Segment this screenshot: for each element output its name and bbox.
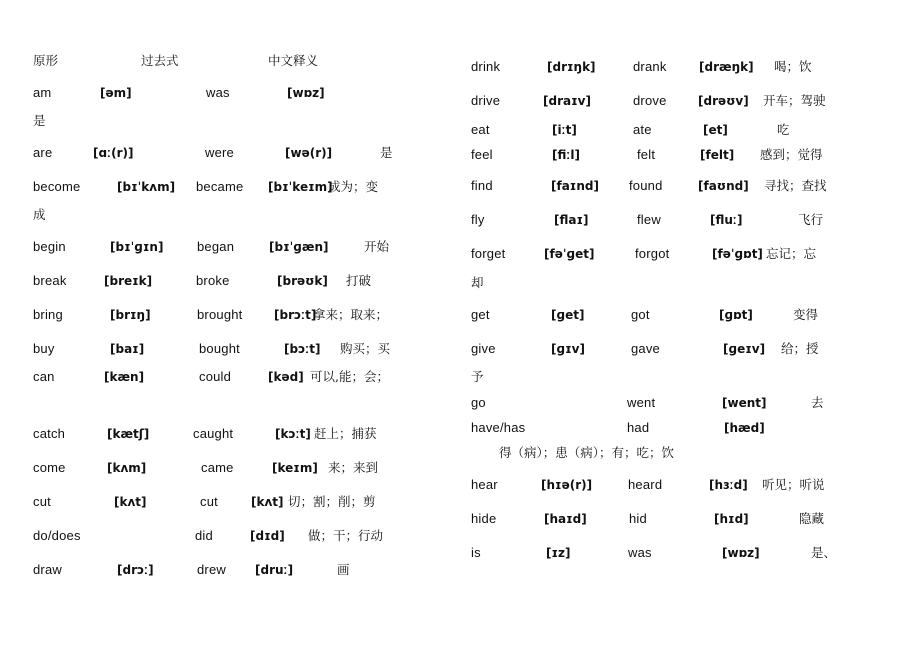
verb-past: bought [199,341,240,356]
verb-base: come [33,460,66,475]
verb-ipa-base: [bɪˈkʌm] [117,180,176,194]
verb-base: eat [471,122,490,137]
verb-meaning: 是、 [811,545,837,560]
verb-past: forgot [635,246,670,261]
verb-ipa-past: [wɒz] [722,546,760,560]
verb-meaning: 来；来到 [328,460,379,475]
verb-base: hide [471,511,497,526]
verb-ipa-past: [brəʊk] [277,274,328,288]
verb-past: could [199,369,232,384]
verb-ipa-past: [kɔːt] [275,427,311,441]
verb-past: ate [633,122,652,137]
verb-ipa-base: [brɪŋ] [110,308,151,322]
verb-past: went [627,395,656,410]
header-past: 过去式 [141,53,179,68]
verb-ipa-past: [drəʊv] [698,94,749,108]
verb-base: cut [33,494,51,509]
verb-base: catch [33,426,66,441]
verb-past: was [628,545,652,560]
verb-base: go [471,395,486,410]
verb-ipa-base: [kætʃ] [107,427,150,441]
verb-base: have/has [471,420,526,435]
verb-ipa-past: [fluː] [710,213,743,227]
verb-base: forget [471,246,506,261]
verb-ipa-past: [hɜːd] [709,478,748,492]
verb-meaning: 成为；变 [328,179,379,194]
verb-ipa-past: [hæd] [724,421,765,435]
verb-ipa-past: [wɒz] [287,86,325,100]
verb-meaning: 忘记；忘 [766,246,817,261]
verb-meaning: 购买；买 [340,341,391,356]
verb-ipa-base: [breɪk] [104,274,153,288]
verb-ipa-past: [et] [703,123,728,137]
verb-ipa-past: [bɔːt] [284,342,321,356]
verb-past: gave [631,341,660,356]
verb-base: draw [33,562,62,577]
verb-past: brought [197,307,243,322]
verb-ipa-past: [keɪm] [272,461,318,475]
verb-ipa-past: [went] [722,396,767,410]
verb-past: began [197,239,235,254]
verb-ipa-past: [kʌt] [251,495,284,509]
verb-meaning-cont: 是 [33,113,46,128]
verb-ipa-past: [dɪd] [250,529,285,543]
verb-meaning: 拿来；取来； [313,307,389,322]
verb-ipa-past: [fəˈɡɒt] [712,247,763,261]
verb-base: can [33,369,55,384]
verb-ipa-past: [brɔːt] [274,308,317,322]
verb-past: felt [637,147,656,162]
verb-ipa-past: [bɪˈɡæn] [269,240,329,254]
verb-base: do/does [33,528,81,543]
verb-meaning: 喝；饮 [774,59,812,74]
verb-past: found [629,178,663,193]
verb-ipa-base: [drɔː] [117,563,154,577]
verb-meaning: 画 [337,562,350,577]
verb-base: am [33,85,52,100]
verb-ipa-past: [druː] [255,563,294,577]
verb-meaning: 飞行 [798,212,824,227]
verb-base: are [33,145,53,160]
verb-ipa-base: [iːt] [552,123,577,137]
verb-ipa-past: [bɪˈkeɪm] [268,180,333,194]
verb-ipa-past: [felt] [700,148,735,162]
verb-ipa-past: [wə(r)] [285,146,333,160]
verb-past: hid [629,511,647,526]
verb-meaning: 切；割；削；剪 [288,494,376,509]
verb-base: is [471,545,481,560]
verb-base: bring [33,307,63,322]
verb-ipa-base: [əm] [100,86,132,100]
verb-ipa-base: [ɑː(r)] [93,146,134,160]
verb-ipa-base: [draɪv] [543,94,591,108]
verb-past: became [196,179,244,194]
verb-ipa-past: [hɪd] [714,512,749,526]
verb-base: drink [471,59,501,74]
verb-past: flew [637,212,661,227]
verb-meaning: 打破 [346,273,372,288]
verb-meaning-cont: 予 [471,369,484,384]
verb-ipa-base: [fiːl] [552,148,581,162]
verb-meaning: 开始 [364,239,390,254]
verb-ipa-past: [dræŋk] [699,60,754,74]
verb-past: came [201,460,234,475]
verb-ipa-base: [ɡɪv] [551,342,585,356]
verb-ipa-base: [bɪˈɡɪn] [110,240,164,254]
verb-base: break [33,273,67,288]
verb-ipa-base: [flaɪ] [554,213,589,227]
verb-past: had [627,420,650,435]
verb-meaning: 隐藏 [799,511,825,526]
verb-meaning-cont: 得（病）；患（病）；有；吃；饮 [499,445,675,460]
verb-past: drew [197,562,226,577]
verb-ipa-base: [kʌm] [107,461,147,475]
verb-past: caught [193,426,234,441]
verb-meaning-cont: 却 [471,275,484,290]
verb-base: begin [33,239,66,254]
verb-past: drove [633,93,667,108]
verb-meaning: 寻找；查找 [764,178,827,193]
verb-ipa-base: [fəˈɡet] [544,247,595,261]
verb-ipa-past: [ɡɒt] [719,308,753,322]
verb-meaning: 开车；驾驶 [763,93,826,108]
verb-meaning: 做；干；行动 [308,528,384,543]
verb-ipa-base: [hɪə(r)] [541,478,593,492]
verb-base: get [471,307,490,322]
header-base: 原形 [33,53,59,68]
verb-past: got [631,307,650,322]
verb-ipa-base: [haɪd] [544,512,587,526]
verb-past: were [205,145,234,160]
verb-past: heard [628,477,663,492]
verb-base: give [471,341,496,356]
verb-meaning: 可以,能；会； [310,369,389,384]
verb-past: did [195,528,213,543]
verb-past: broke [196,273,230,288]
verb-base: become [33,179,81,194]
verb-meaning: 感到；觉得 [760,147,823,162]
verb-meaning: 给；授 [781,341,819,356]
verb-meaning: 听见；听说 [762,477,825,492]
header-meaning: 中文释义 [268,53,319,68]
verb-past: was [206,85,230,100]
verb-base: fly [471,212,485,227]
verb-base: buy [33,341,55,356]
verb-meaning: 赶上；捕获 [314,426,377,441]
verb-ipa-base: [kæn] [104,370,145,384]
verb-base: hear [471,477,498,492]
verb-ipa-base: [baɪ] [110,342,145,356]
verb-base: find [471,178,493,193]
verb-past: cut [200,494,218,509]
verb-ipa-base: [drɪŋk] [547,60,596,74]
verb-ipa-past: [faʊnd] [698,179,749,193]
verb-meaning: 是 [380,145,393,160]
verb-meaning: 变得 [793,307,819,322]
verb-base: feel [471,147,493,162]
verb-ipa-base: [ɡet] [551,308,585,322]
verb-meaning-cont: 成 [33,207,46,222]
verb-ipa-base: [ɪz] [546,546,571,560]
verb-meaning: 吃 [777,122,790,137]
verb-ipa-base: [faɪnd] [551,179,599,193]
verb-meaning: 去 [811,395,824,410]
verb-past: drank [633,59,667,74]
verb-ipa-past: [kəd] [268,370,304,384]
verb-ipa-base: [kʌt] [114,495,147,509]
verb-base: drive [471,93,501,108]
verb-ipa-past: [ɡeɪv] [723,342,766,356]
